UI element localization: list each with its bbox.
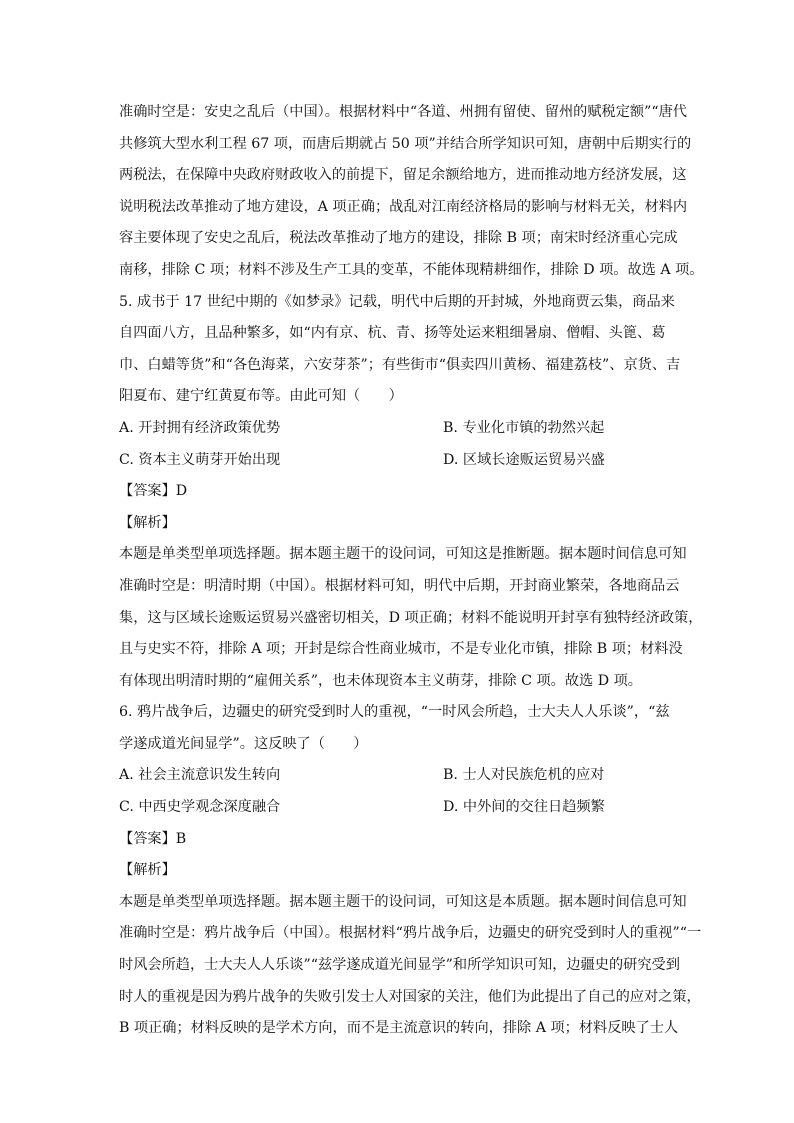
analysis-line: 本题是单类型单项选择题。据本题主题干的设问词，可知这是本质题。据本题时间信息可知	[119, 893, 687, 910]
analysis-line: 有体现出明清时期的“雇佣关系”，也未体现资本主义萌芽，排除 C 项。故选 D 项。	[119, 672, 642, 689]
option-a: A. 开封拥有经济政策优势	[119, 419, 281, 436]
text-line: 南移，排除 C 项；材料不涉及生产工具的变革，不能体现精耕细作，排除 D 项。故选 A 项。	[119, 261, 704, 278]
analysis-line: 时风会所趋，士大夫人人乐谈”“兹学遂成道光间显学”和所学知识可知，边疆史的研究受到	[119, 957, 680, 974]
question-stem-line: 学遂成道光间显学”。这反映了（ ）	[119, 735, 368, 752]
analysis-line: 且与史实不符，排除 A 项；开封是综合性商业城市，不是专业化市镇，排除 B 项；材料没	[119, 641, 683, 658]
document-body	[119, 97, 704, 1045]
options-row	[119, 760, 679, 792]
analysis-line: 准确时空是：鸦片战争后（中国）。根据材料“鸦片战争后，边疆史的研究受到时人的重视”“一	[119, 925, 702, 942]
question-stem-line: 5. 成书于 17 世纪中期的《如梦录》记载，明代中后期的开封城，外地商贾云集，商品来	[119, 293, 675, 310]
text-line: 说明税法改革推动了地方建设，A 项正确；战乱对江南经济格局的影响与材料无关，材料内	[119, 198, 688, 215]
analysis-label: 【解析】	[119, 862, 176, 879]
option-c: C. 资本主义萌芽开始出现	[119, 451, 281, 468]
text-line: 共修筑大型水利工程 67 项，而唐后期就占 50 项”并结合所学知识可知，唐朝中后期实行的	[119, 135, 692, 152]
option-b: B. 士人对民族危机的应对	[443, 767, 605, 784]
answer-line: 【答案】D	[119, 483, 188, 500]
question-stem-line: 巾、白蜡等货”和“各色海菜，六安芽茶”；有些街市“俱卖四川黄杨、福建荔枝”、京货、吉	[119, 356, 681, 373]
text-line: 准确时空是：安史之乱后（中国）。根据材料中“各道、州拥有留使、留州的赋税定额”“唐代	[119, 104, 687, 120]
analysis-line: 时人的重视是因为鸦片战争的失败引发士人对国家的关注，他们为此提出了自己的应对之策，	[119, 988, 701, 1005]
analysis-label: 【解析】	[119, 514, 176, 531]
analysis-line: 集，这与区域长途贩运贸易兴盛密切相关，D 项正确；材料不能说明开封享有独特经济政策，	[119, 609, 703, 626]
question-stem-line: 6. 鸦片战争后，边疆史的研究受到时人的重视，“一时风会所趋，士大夫人人乐谈”，“兹	[119, 704, 670, 721]
options-row	[119, 413, 679, 445]
answer-line: 【答案】B	[119, 830, 187, 847]
analysis-line: B 项正确；材料反映的是学术方向，而不是主流意识的转向，排除 A 项；材料反映了士人	[119, 1020, 679, 1037]
options-row	[119, 792, 679, 824]
question-6	[119, 697, 702, 1045]
question-stem-line: 自四面八方，且品种繁多，如“内有京、杭、青、扬等处运来粗细暑扇、僧帽、头篦、葛	[119, 325, 666, 342]
question-stem-line: 阳夏布、建宁红黄夏布等。由此可知（ ）	[119, 388, 403, 405]
text-line: 两税法，在保障中央政府财政收入的前提下，留足余额给地方，进而推动地方经济发展，这	[119, 167, 687, 184]
analysis-line: 本题是单类型单项选择题。据本题主题干的设问词，可知这是推断题。据本题时间信息可知	[119, 546, 687, 563]
option-b: B. 专业化市镇的勃然兴起	[443, 419, 605, 436]
option-d: D. 中外间的交往日趋频繁	[443, 799, 605, 816]
analysis-line: 准确时空是：明清时期（中国）。根据材料可知，明代中后期，开封商业繁荣，各地商品云	[119, 577, 680, 594]
option-c: C. 中西史学观念深度融合	[119, 799, 281, 816]
question-5	[119, 287, 703, 698]
option-d: D. 区域长途贩运贸易兴盛	[443, 451, 605, 468]
options-row	[119, 445, 679, 477]
text-line: 容主要体现了安史之乱后，税法改革推动了地方的建设，排除 B 项；南宋时经济重心完成	[119, 230, 678, 247]
option-a: A. 社会主流意识发生转向	[119, 767, 281, 784]
q4-analysis-tail	[119, 97, 704, 287]
